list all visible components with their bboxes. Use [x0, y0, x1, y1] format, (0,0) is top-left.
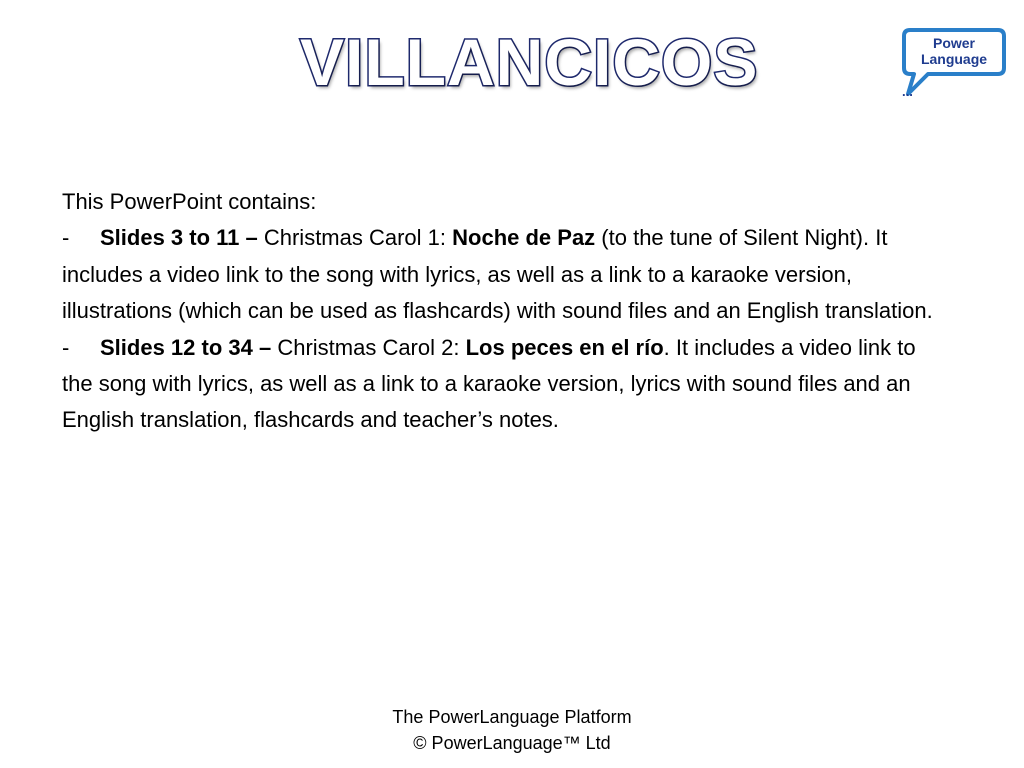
slide-title: VILLANCICOS [300, 25, 759, 99]
logo-ellipsis: ... [902, 84, 913, 99]
logo-line1: Power [932, 35, 976, 51]
slide-footer [0, 704, 1024, 756]
slide-content [62, 184, 942, 439]
list-item-carol-1 [62, 220, 942, 329]
list-item-carol-2 [62, 330, 942, 439]
carol-2-title: Los peces en el río [465, 334, 664, 360]
footer-copyright: © PowerLanguage™ Ltd [413, 733, 611, 753]
intro-text: This PowerPoint contains: [62, 189, 317, 214]
powerlanguage-logo [898, 26, 1008, 100]
speech-bubble-logo-icon [898, 26, 1008, 100]
list-dash: - [62, 225, 70, 251]
carol-2-prefix: Christmas Carol 2: [271, 334, 466, 360]
logo-line2: Language [920, 51, 988, 67]
carol-1-prefix: Christmas Carol 1: [257, 225, 453, 251]
footer-platform: The PowerLanguage Platform [392, 707, 632, 727]
slide-range-2: Slides 12 to 34 – [100, 334, 272, 360]
carol-2-description: . It includes a video link to the song with lyrics, as well as a link to a karaoke version, lyrics with sound files and an English translation, flashcards and teacher’s notes. [62, 334, 916, 433]
carol-1-description: (to the tune of Silent Night). It includes a video link to the song with lyrics, as well as a link to a karaoke version, illustrations (which can be used as flashcards) with sound files and an English translation. [62, 225, 933, 324]
list-dash: - [62, 334, 70, 360]
slide-range-1: Slides 3 to 11 – [100, 225, 258, 251]
carol-1-title: Noche de Paz [452, 225, 596, 251]
